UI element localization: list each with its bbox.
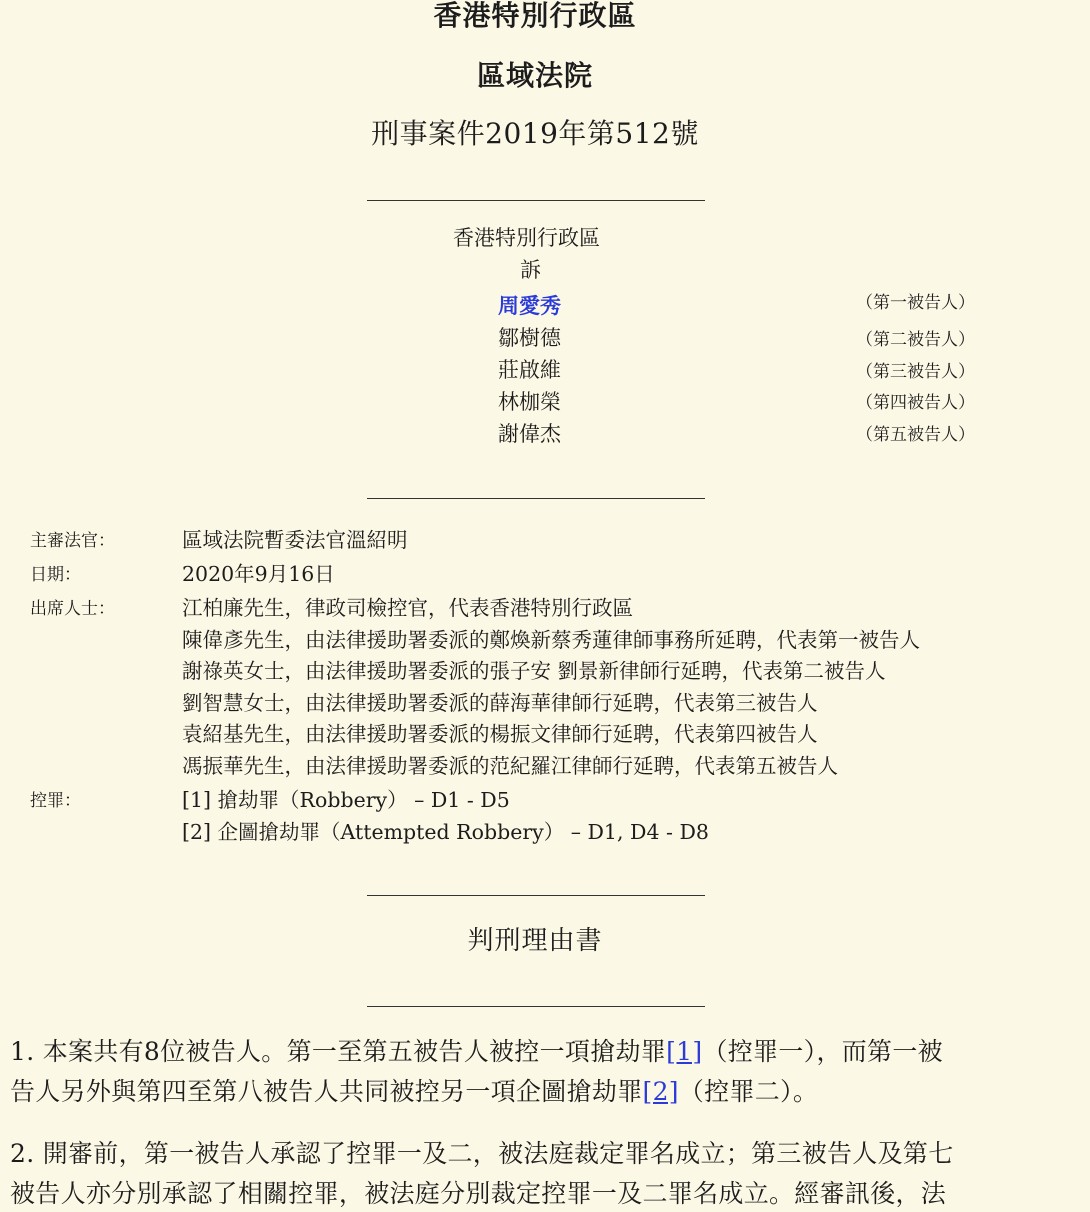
reasons-for-sentence-title: 判刑理由書 — [467, 926, 603, 956]
prosecutor-name: 香港特別行政區 — [453, 226, 600, 250]
paragraph-1-line-1 — [10, 1032, 943, 1068]
case-number-heading: 刑事案件2019年第512號 — [371, 117, 699, 150]
date-value: 2020年9月16日 — [182, 562, 335, 586]
paragraph-1-text-d: （控罪二）。 — [678, 1077, 819, 1106]
defendant-1-role: （第一被告人） — [856, 293, 975, 313]
judge-label: 主審法官： — [30, 531, 115, 551]
paragraph-1-line-2 — [10, 1072, 818, 1108]
charge-line-1: [1] 搶劫罪（Robbery） – D1 - D5 — [182, 788, 510, 812]
divider-4 — [367, 1006, 705, 1007]
paragraph-1-text-c: 告人另外與第四至第八被告人共同被控另一項企圖搶劫罪 — [10, 1077, 643, 1106]
footnote-2-link[interactable]: [2] — [642, 1077, 679, 1106]
court-region-heading: 香港特別行政區 — [433, 0, 637, 32]
defendant-4-name: 林枷榮 — [498, 390, 561, 414]
charges-label: 控罪： — [30, 791, 81, 811]
attendee-line-5: 袁紹基先生，由法律援助署委派的楊振文律師行延聘，代表第四被告人 — [182, 722, 818, 746]
paragraph-1-text-a: 1. 本案共有8位被告人。第一至第五被告人被控一項搶劫罪 — [10, 1037, 667, 1066]
paragraph-1-text-b: （控罪一），而第一被 — [702, 1037, 943, 1066]
versus-label: 訴 — [520, 258, 541, 282]
attendee-line-6: 馮振華先生，由法律援助署委派的范紀羅江律師行延聘，代表第五被告人 — [182, 754, 838, 778]
attendee-line-2: 陳偉彥先生，由法律援助署委派的鄭煥新蔡秀蓮律師事務所延聘，代表第一被告人 — [182, 628, 920, 652]
divider-3 — [367, 895, 705, 896]
attendee-line-4: 劉智慧女士，由法律援助署委派的薛海華律師行延聘，代表第三被告人 — [182, 691, 818, 715]
defendant-2-name: 鄒樹德 — [498, 326, 561, 350]
divider-2 — [367, 498, 705, 499]
date-label: 日期： — [30, 565, 81, 585]
attendee-line-1: 江柏廉先生，律政司檢控官，代表香港特別行政區 — [182, 596, 633, 620]
paragraph-2-line-2: 被告人亦分別承認了相關控罪，被法庭分別裁定控罪一及二罪名成立。經審訊後，法 — [10, 1179, 947, 1208]
court-name-heading: 區域法院 — [476, 59, 593, 92]
judge-value: 區域法院暫委法官溫紹明 — [182, 528, 408, 552]
defendant-3-name: 莊啟維 — [498, 358, 561, 382]
charge-line-2: [2] 企圖搶劫罪（Attempted Robbery） – D1, D4 - D8 — [182, 820, 709, 844]
defendant-2-role: （第二被告人） — [856, 330, 975, 350]
divider-1 — [367, 200, 705, 201]
footnote-1-link[interactable]: [1] — [666, 1037, 703, 1066]
defendant-3-role: （第三被告人） — [856, 362, 975, 382]
defendant-5-name: 謝偉杰 — [498, 422, 561, 446]
defendant-1-link[interactable]: 周愛秀 — [498, 293, 561, 318]
defendant-4-role: （第四被告人） — [856, 393, 975, 413]
attendee-line-3: 謝祿英女士，由法律援助署委派的張子安 劉景新律師行延聘，代表第二被告人 — [182, 659, 886, 683]
attendees-label: 出席人士： — [30, 599, 115, 619]
paragraph-2-line-1: 2. 開審前，第一被告人承認了控罪一及二，被法庭裁定罪名成立；第三被告人及第七 — [10, 1139, 954, 1168]
defendant-5-role: （第五被告人） — [856, 425, 975, 445]
